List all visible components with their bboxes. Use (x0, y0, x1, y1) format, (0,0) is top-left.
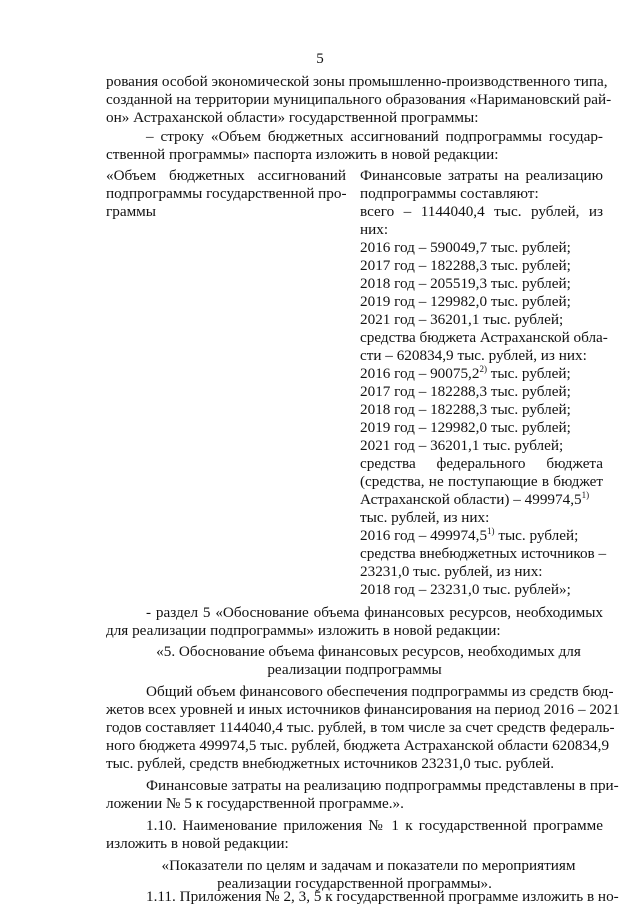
year-amount: 2016 год – 90075,2 (360, 365, 480, 382)
table-right-cell-line: Финансовые затраты на реализацию (360, 167, 603, 184)
table-right-cell-line (360, 365, 571, 383)
unit-text: тыс. рублей; (494, 527, 579, 544)
intro-line: рования особой экономической зоны промышленно-производственного типа, (106, 73, 608, 90)
page-number: 5 (316, 51, 324, 67)
table-right-cell-line: средства бюджета Астраханской обла- (360, 329, 608, 346)
table-right-cell-line: 23231,0 тыс. рублей, из них: (360, 563, 543, 580)
table-right-cell-line: подпрограммы составляют: (360, 185, 539, 202)
paragraph-line: тыс. рублей, средств внебюджетных источников 23231,0 тыс. рублей. (106, 755, 555, 772)
table-left-cell-line: подпрограммы государственной про- (106, 185, 347, 202)
table-right-cell-line: 2021 год – 36201,1 тыс. рублей; (360, 437, 564, 454)
paragraph-line: Финансовые затраты на реализацию подпрограммы представлены в при- (146, 777, 619, 794)
item-1-10-line: изложить в новой редакции: (106, 835, 289, 852)
table-right-cell-line: 2018 год – 182288,3 тыс. рублей; (360, 401, 571, 418)
unit-text: тыс. рублей; (486, 365, 571, 382)
item-1-11-line: 1.11. Приложения № 2, 3, 5 к государственной программе изложить в но- (146, 888, 619, 905)
footnote-marker: 2) (479, 363, 487, 374)
instruction-line: для реализации подпрограммы» изложить в новой редакции: (106, 622, 501, 639)
appendix-title: реализации государственной программы». (217, 875, 492, 892)
fed-budget-text: Астраханской области) – 499974,5 (360, 491, 582, 508)
paragraph-line: ложении № 5 к государственной программе.». (106, 795, 404, 812)
section-heading: «5. Обоснование объема финансовых ресурсов, необходимых для (156, 643, 581, 660)
table-right-cell-line: 2017 год – 182288,3 тыс. рублей; (360, 257, 571, 274)
table-left-cell-line: «Объем бюджетных ассигнований (106, 167, 346, 184)
table-right-cell-line: 2016 год – 590049,7 тыс. рублей; (360, 239, 571, 256)
table-right-cell-line: всего – 1144040,4 тыс. рублей, из (360, 203, 603, 220)
table-right-cell-line: 2019 год – 129982,0 тыс. рублей; (360, 419, 571, 436)
item-1-10-line: 1.10. Наименование приложения № 1 к государственной программе (146, 817, 603, 834)
table-right-cell-line (360, 527, 578, 545)
paragraph-line: Общий объем финансового обеспечения подпрограммы из средств бюд- (146, 683, 614, 700)
instruction-line: ственной программы» паспорта изложить в новой редакции: (106, 146, 499, 163)
table-right-cell-line (360, 491, 589, 509)
section-heading: реализации подпрограммы (267, 661, 442, 678)
table-right-cell-line: 2018 год – 23231,0 тыс. рублей»; (360, 581, 571, 598)
appendix-title: «Показатели по целям и задачам и показатели по мероприятиям (161, 857, 576, 874)
year-amount: 2016 год – 499974,5 (360, 527, 488, 544)
paragraph-line: годов составляет 1144040,4 тыс. рублей, в том числе за счет средств федераль- (106, 719, 615, 736)
table-right-cell-line: 2017 год – 182288,3 тыс. рублей; (360, 383, 571, 400)
paragraph-line: ного бюджета 499974,5 тыс. рублей, бюджета Астраханской области 620834,9 (106, 737, 610, 754)
intro-line: созданной на территории муниципального образования «Наримановский рай- (106, 91, 612, 108)
table-right-cell-line: сти – 620834,9 тыс. рублей, из них: (360, 347, 587, 364)
table-right-cell-line: средства федерального бюджета (360, 455, 603, 472)
table-right-cell-line: 2018 год – 205519,3 тыс. рублей; (360, 275, 571, 292)
table-right-cell-line: тыс. рублей, из них: (360, 509, 490, 526)
table-left-cell-line: граммы (106, 203, 156, 220)
table-right-cell-line: (средства, не поступающие в бюджет (360, 473, 603, 490)
table-right-cell-line: них: (360, 221, 389, 238)
paragraph-line: жетов всех уровней и иных источников финансирования на период 2016 – 2021 (106, 701, 620, 718)
table-right-cell-line: 2021 год – 36201,1 тыс. рублей; (360, 311, 564, 328)
table-right-cell-line: средства внебюджетных источников – (360, 545, 607, 562)
table-right-cell-line: 2019 год – 129982,0 тыс. рублей; (360, 293, 571, 310)
intro-line: он» Астраханской области» государственной программы: (106, 109, 479, 126)
instruction-line: – строку «Объем бюджетных ассигнований подпрограммы государ- (146, 128, 603, 145)
footnote-marker: 1) (487, 525, 495, 536)
instruction-line: - раздел 5 «Обоснование объема финансовых ресурсов, необходимых (146, 604, 603, 621)
footnote-marker: 1) (581, 489, 590, 500)
